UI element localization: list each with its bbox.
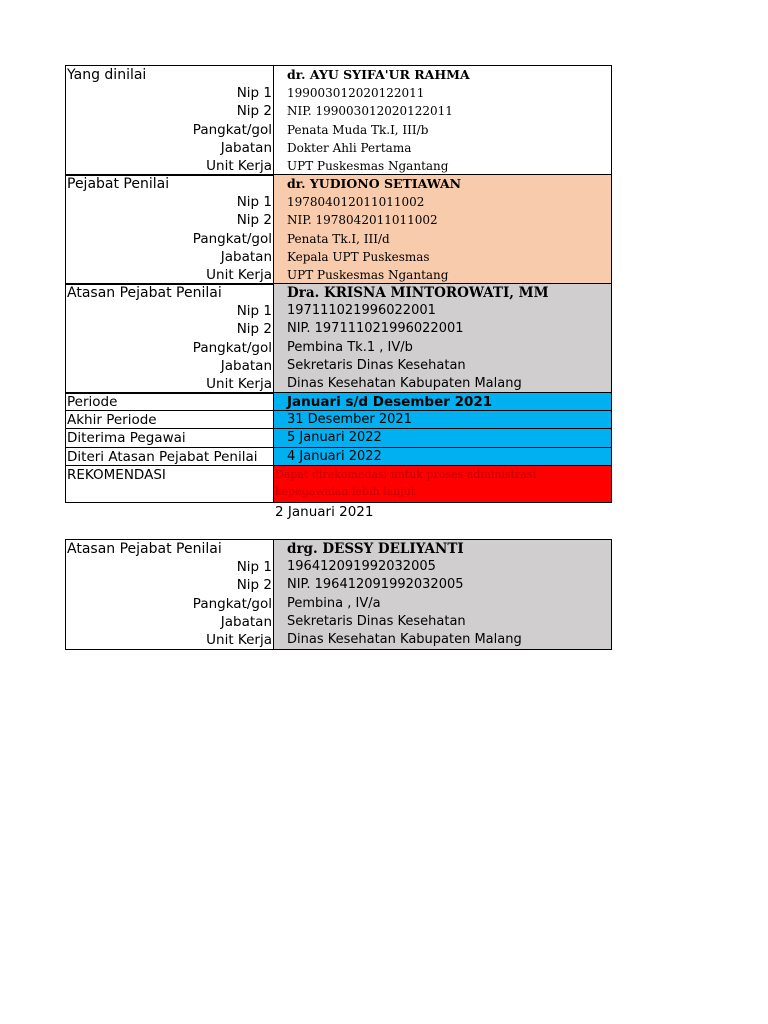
nip1-label: Nip 1: [66, 193, 274, 211]
atasan-name: Dra. KRISNA MINTOROWATI, MM: [274, 284, 611, 302]
atasan-nip2: NIP. 197111021996022001: [274, 320, 611, 338]
atasan-jabatan-row: [66, 357, 611, 375]
atasan2-header-row: [66, 540, 611, 558]
unit-kerja-label: Unit Kerja: [66, 631, 274, 649]
diterima-pegawai-value: 5 Januari 2022: [274, 429, 611, 447]
atasan2-pangkat: Pembina , IV/a: [274, 595, 611, 613]
pejabat-penilai-nip1: 197804012011011002: [274, 193, 611, 211]
periode-value: Januari s/d Desember 2021: [274, 393, 611, 411]
unit-kerja-label: Unit Kerja: [66, 266, 274, 284]
atasan2-header: Atasan Pejabat Penilai: [66, 540, 274, 558]
pejabat-penilai-nip2: NIP. 197804201101100​2: [274, 211, 611, 229]
atasan-pangkat: Pembina Tk.1 , IV/b: [274, 339, 611, 357]
yang-dinilai-nip2-row: [66, 102, 611, 120]
yang-dinilai-unit-row: [66, 157, 611, 175]
yang-dinilai-jabatan: Dokter Ahli Pertama: [287, 140, 412, 155]
atasan-nip2-row: [66, 320, 611, 338]
yang-dinilai-unit: UPT Puskesmas Ngantang: [287, 158, 449, 173]
akhir-periode-label: Akhir Periode: [66, 411, 274, 429]
diterima-pegawai-row: [66, 429, 611, 447]
atasan-nip1: 197111021996022001: [274, 302, 611, 320]
rekomendasi-value: Dapat direkomedasi untuk proses administrasi kepegawaian lebih lanjut: [274, 466, 611, 502]
akhir-periode-row: [66, 411, 611, 429]
yang-dinilai-name: dr. AYU SYIFA'UR RAHMA: [287, 67, 470, 82]
nip2-label: Nip 2: [66, 320, 274, 338]
jabatan-label: Jabatan: [66, 139, 274, 157]
nip1-label: Nip 1: [66, 84, 274, 102]
yang-dinilai-nip2: NIP. 199003012020122011: [287, 104, 453, 119]
pejabat-penilai-table: [65, 174, 612, 285]
atasan-header: Atasan Pejabat Penilai: [66, 284, 274, 302]
pejabat-penilai-unit: UPT Puskesmas Ngantang: [274, 266, 611, 284]
nip2-label: Nip 2: [66, 576, 274, 594]
unit-kerja-label: Unit Kerja: [66, 157, 274, 175]
jabatan-label: Jabatan: [66, 357, 274, 375]
atasan-jabatan: Sekretaris Dinas Kesehatan: [274, 357, 611, 375]
atasan-nip1-row: [66, 302, 611, 320]
nip1-label: Nip 1: [66, 302, 274, 320]
yang-dinilai-nip1: 199003012020122011: [287, 86, 425, 101]
rekomendasi-label: REKOMENDASI: [66, 466, 274, 502]
atasan2-jabatan: Sekretaris Dinas Kesehatan: [274, 613, 611, 631]
nip2-label: Nip 2: [66, 102, 274, 120]
periode-table: [65, 392, 612, 503]
nip1-label: Nip 1: [66, 558, 274, 576]
jabatan-label: Jabatan: [66, 613, 274, 631]
atasan-pejabat-penilai-2-table: [65, 539, 612, 650]
atasan2-pangkat-row: [66, 595, 611, 613]
atasan2-nip2: NIP. 196412091992032005: [274, 576, 611, 594]
pejabat-penilai-pangkat-row: [66, 230, 611, 248]
atasan-unit-row: [66, 375, 611, 393]
diteri-atasan-label: Diteri Atasan Pejabat Penilai: [66, 448, 274, 466]
atasan2-name: drg. DESSY DELIYANTI: [274, 540, 611, 558]
pejabat-penilai-name: dr. YUDIONO SETIAWAN: [274, 175, 611, 193]
pangkat-label: Pangkat/gol: [66, 595, 274, 613]
periode-row: [66, 393, 611, 411]
yang-dinilai-header-row: [66, 66, 611, 84]
jabatan-label: Jabatan: [66, 248, 274, 266]
pangkat-label: Pangkat/gol: [66, 121, 274, 139]
yang-dinilai-header: Yang dinilai: [66, 66, 274, 84]
pangkat-label: Pangkat/gol: [66, 230, 274, 248]
atasan2-nip2-row: [66, 576, 611, 594]
pejabat-penilai-header: Pejabat Penilai: [66, 175, 274, 193]
date-line: 2 Januari 2021: [275, 504, 374, 520]
atasan-pejabat-penilai-table: [65, 283, 612, 394]
atasan2-jabatan-row: [66, 613, 611, 631]
pejabat-penilai-nip1-row: [66, 193, 611, 211]
diterima-pegawai-label: Diterima Pegawai: [66, 429, 274, 447]
yang-dinilai-jabatan-row: [66, 139, 611, 157]
pejabat-penilai-jabatan: Kepala UPT Puskesmas: [274, 248, 611, 266]
atasan2-unit: Dinas Kesehatan Kabupaten Malang: [274, 631, 611, 649]
diteri-atasan-value: 4 Januari 2022: [274, 448, 611, 466]
atasan-unit: Dinas Kesehatan Kabupaten Malang: [274, 375, 611, 393]
unit-kerja-label: Unit Kerja: [66, 375, 274, 393]
atasan-pangkat-row: [66, 339, 611, 357]
nip2-label: Nip 2: [66, 211, 274, 229]
atasan-header-row: [66, 284, 611, 302]
pejabat-penilai-nip2-row: [66, 211, 611, 229]
pejabat-penilai-header-row: [66, 175, 611, 193]
yang-dinilai-table: [65, 65, 612, 176]
pangkat-label: Pangkat/gol: [66, 339, 274, 357]
atasan2-nip1-row: [66, 558, 611, 576]
rekomendasi-row: [66, 466, 611, 502]
yang-dinilai-pangkat: Penata Muda Tk.I, III/b: [287, 122, 429, 137]
atasan2-nip1: 196412091992032005: [274, 558, 611, 576]
yang-dinilai-nip1-row: [66, 84, 611, 102]
diteri-atasan-row: [66, 448, 611, 466]
pejabat-penilai-pangkat: Penata Tk.I, III/d: [274, 230, 611, 248]
pejabat-penilai-unit-row: [66, 266, 611, 284]
akhir-periode-value: 31 Desember 2021: [274, 411, 611, 429]
pejabat-penilai-jabatan-row: [66, 248, 611, 266]
periode-label: Periode: [66, 393, 274, 411]
atasan2-unit-row: [66, 631, 611, 649]
yang-dinilai-pangkat-row: [66, 121, 611, 139]
